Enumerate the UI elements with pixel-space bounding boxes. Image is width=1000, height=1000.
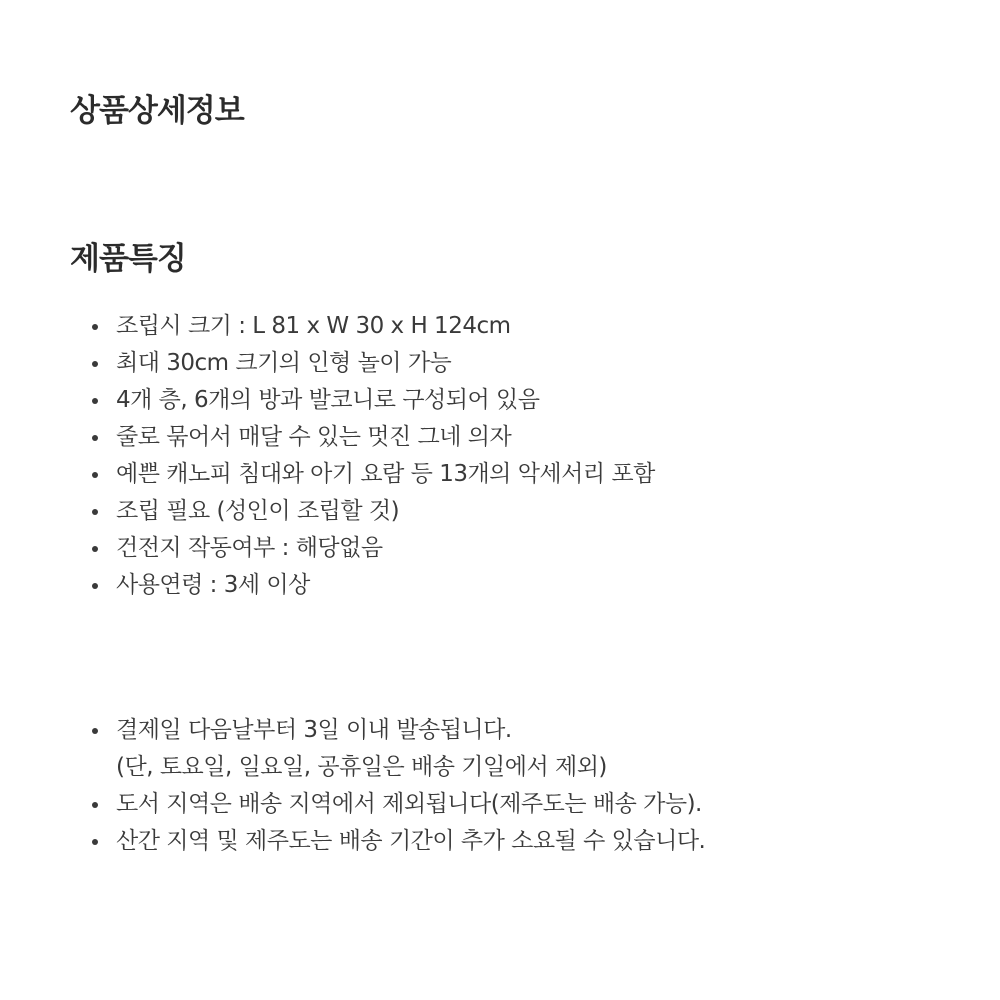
feature-item: 사용연령 : 3세 이상 [90,567,970,604]
shipping-info-line: 결제일 다음날부터 3일 이내 발송됩니다. [116,717,512,743]
shipping-info-item [90,786,970,823]
shipping-info-item [90,823,970,860]
features-title: 제품특징 [70,241,186,277]
feature-item: 4개 층, 6개의 방과 발코니로 구성되어 있음 [90,382,970,419]
shipping-info-note: (단, 토요일, 일요일, 공휴일은 배송 기일에서 제외) [116,754,607,780]
shipping-info-list [90,712,970,860]
feature-item: 예쁜 캐노피 침대와 아기 요람 등 13개의 악세서리 포함 [90,456,970,493]
shipping-info-line: 도서 지역은 배송 지역에서 제외됩니다(제주도는 배송 가능). [116,791,702,817]
feature-item: 줄로 묶어서 매달 수 있는 멋진 그네 의자 [90,419,970,456]
feature-item: 조립시 크기 : L 81 x W 30 x H 124cm [90,308,970,345]
feature-item: 조립 필요 (성인이 조립할 것) [90,493,970,530]
features-list [90,308,970,604]
feature-item: 최대 30cm 크기의 인형 놀이 가능 [90,345,970,382]
page-title: 상품상세정보 [70,93,244,129]
shipping-info-line: 산간 지역 및 제주도는 배송 기간이 추가 소요될 수 있습니다. [116,828,706,854]
shipping-info-item [90,712,970,786]
feature-item: 건전지 작동여부 : 해당없음 [90,530,970,567]
